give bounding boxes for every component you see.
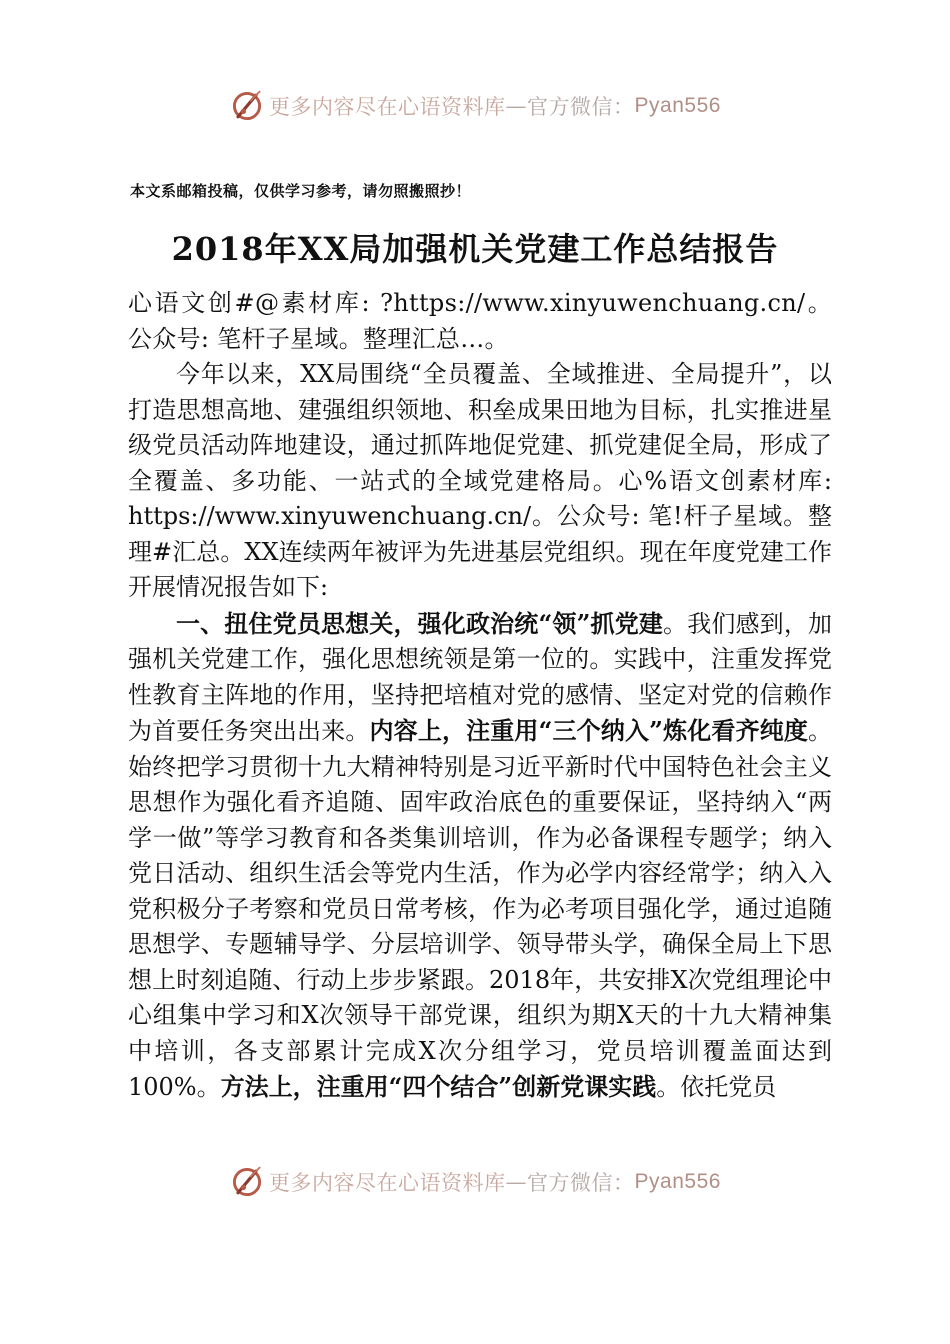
document-body bbox=[128, 286, 832, 1106]
intro-paragraph: 今年以来，XX局围绕“全员覆盖、全域推进、全局提升”，以打造思想高地、建强组织领地、积垒成果田地为目标，扎实推进星级党员活动阵地建设，通过抓阵地促党建、抓党建促全局，形成了全覆盖、多功能、一站式的全域党建格局。心%语文创素材库: https://www.xinyuwenchuang.cn/。公众号: 笔!杆子星域。整理#汇总。XX连续两年被评为先进基层党组织。现在年度党建工作开展情况报告如下: bbox=[128, 360, 832, 601]
pen-logo-icon bbox=[229, 1164, 265, 1200]
subheading-method: 方法上，注重用“四个结合”创新党课实践 bbox=[220, 1072, 657, 1101]
document-title: 2018年XX局加强机关党建工作总结报告 bbox=[171, 230, 779, 268]
watermark-wechat-id: Pyan556 bbox=[634, 1170, 721, 1193]
watermark-brand: 更多内容尽在心语资料库 bbox=[269, 95, 506, 119]
watermark-label: 官方微信： bbox=[527, 1171, 635, 1195]
watermark-dash: — bbox=[505, 1170, 528, 1194]
subheading-content: 内容上，注重用“三个纳入”炼化看齐纯度 bbox=[369, 716, 809, 745]
section-one-paragraph bbox=[128, 606, 832, 1106]
section-heading: 一、扭住党员思想关，强化政治统“领”抓党建 bbox=[176, 608, 664, 638]
watermark-wechat-id: Pyan556 bbox=[634, 94, 721, 117]
watermark-label: 官方微信： bbox=[527, 95, 635, 119]
footer-watermark bbox=[0, 1160, 950, 1204]
pen-logo-icon bbox=[229, 88, 265, 124]
header-watermark bbox=[0, 84, 950, 128]
paragraph-text: 。依托党员 bbox=[656, 1073, 777, 1101]
source-line: 心语文创#@素材库: ?https://www.xinyuwenchuang.cn/。公众号: 笔杆子星域。整理汇总…。 bbox=[128, 289, 832, 353]
watermark-dash: — bbox=[505, 94, 528, 118]
paragraph-text: 。始终把学习贯彻十九大精神特别是习近平新时代中国特色社会主义思想作为强化看齐追随、固牢政治底色的重要保证，坚持纳入“两学一做”等学习教育和各类集训培训，作为必备课程专题学；纳入党日活动、组织生活会等党内生活，作为必学内容经常学；纳入入党积极分子考察和党员日常考核，作为必考项目强化学，通过追随思想学、专题辅导学、分层培训学、领导带头学，确保全局上下思想上时刻追随、行动上步步紧跟。2018年，共安排X次党组理论中心组集中学习和X次领导干部党课，组织为期X天的十九大精神集中培训，各支部累计完成X次分组学习，党员培训覆盖面达到100%。 bbox=[128, 717, 833, 1101]
watermark-brand: 更多内容尽在心语资料库 bbox=[269, 1171, 506, 1195]
paragraph-text: 。我们感到，加强机关党建工作，强化思想统领是第一位的。实践中，注重发挥党性教育主阵地的作用，坚持把培植对党的感情、坚定对党的信赖作为首要任务突出出来。 bbox=[128, 609, 833, 745]
copyright-notice: 本文系邮箱投稿，仅供学习参考，请勿照搬照抄！ bbox=[130, 182, 472, 200]
